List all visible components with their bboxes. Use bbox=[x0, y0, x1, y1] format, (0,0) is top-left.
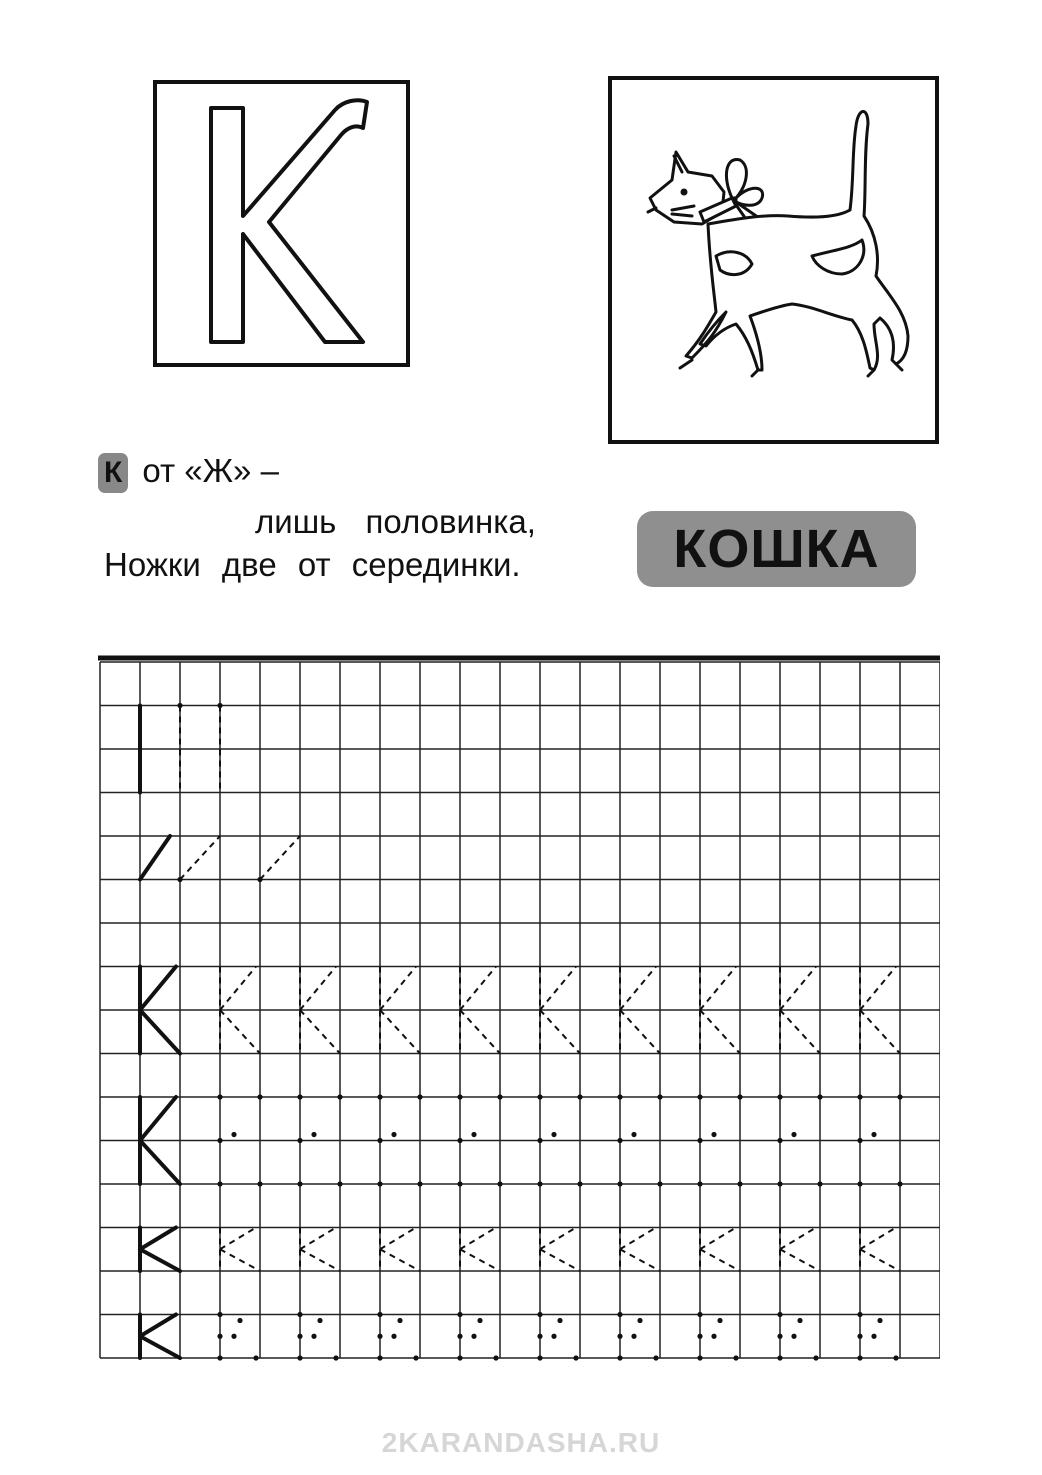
trace-dot bbox=[857, 1312, 862, 1317]
dashed-letter-k-arm bbox=[860, 967, 896, 1011]
trace-dot bbox=[777, 1094, 782, 1099]
trace-dot bbox=[457, 1181, 462, 1186]
trace-dot bbox=[231, 1334, 236, 1339]
trace-dot bbox=[617, 1312, 622, 1317]
trace-dot bbox=[397, 1318, 402, 1323]
trace-dot bbox=[857, 1138, 862, 1143]
trace-dot bbox=[777, 1312, 782, 1317]
trace-dot bbox=[391, 1132, 396, 1137]
trace-dot bbox=[617, 1334, 622, 1339]
trace-dot bbox=[893, 1355, 898, 1360]
trace-dot bbox=[537, 1355, 542, 1360]
trace-dot bbox=[377, 1181, 382, 1186]
dashed-letter-k-arm bbox=[780, 967, 816, 1011]
trace-dot bbox=[573, 1355, 578, 1360]
cat-with-bow-icon bbox=[612, 80, 935, 440]
trace-dot bbox=[471, 1132, 476, 1137]
trace-dot bbox=[377, 1094, 382, 1099]
sample-letter-k-leg bbox=[140, 1141, 180, 1185]
trace-dot bbox=[297, 1355, 302, 1360]
trace-dot bbox=[733, 1355, 738, 1360]
trace-dot bbox=[617, 1355, 622, 1360]
dashed-small-letter-k-arm bbox=[460, 1228, 496, 1250]
trace-dot bbox=[657, 1094, 662, 1099]
trace-dot bbox=[577, 1181, 582, 1186]
trace-dot bbox=[297, 1094, 302, 1099]
sample-small-letter-k-arm bbox=[140, 1315, 176, 1337]
dashed-letter-k-leg bbox=[380, 1010, 420, 1054]
dashed-letter-k-leg bbox=[220, 1010, 260, 1054]
trace-dot bbox=[497, 1094, 502, 1099]
trace-dot bbox=[551, 1132, 556, 1137]
trace-dot bbox=[777, 1181, 782, 1186]
trace-dot bbox=[697, 1334, 702, 1339]
sample-small-letter-k-leg bbox=[140, 1336, 180, 1358]
sample-small-letter-k-arm bbox=[140, 1228, 176, 1250]
poem-line-1-text: от «Ж» – bbox=[142, 452, 279, 489]
trace-dot bbox=[477, 1318, 482, 1323]
dashed-small-letter-k-arm bbox=[860, 1228, 896, 1250]
trace-dot bbox=[297, 1138, 302, 1143]
trace-dot bbox=[297, 1312, 302, 1317]
dashed-small-letter-k-arm bbox=[300, 1228, 336, 1250]
trace-dot bbox=[697, 1094, 702, 1099]
trace-dot bbox=[217, 1181, 222, 1186]
watermark: 2KARANDASHA.RU bbox=[381, 1427, 661, 1458]
trace-dot bbox=[537, 1181, 542, 1186]
dashed-letter-k-leg bbox=[460, 1010, 500, 1054]
trace-dot bbox=[777, 1334, 782, 1339]
trace-dot bbox=[877, 1318, 882, 1323]
trace-dot bbox=[537, 1094, 542, 1099]
trace-dot bbox=[377, 1312, 382, 1317]
dashed-letter-k-arm bbox=[300, 967, 336, 1011]
trace-dot bbox=[333, 1355, 338, 1360]
trace-dot bbox=[413, 1355, 418, 1360]
dashed-letter-k-leg bbox=[300, 1010, 340, 1054]
trace-dot bbox=[711, 1132, 716, 1137]
trace-dot bbox=[631, 1132, 636, 1137]
dashed-letter-k-leg bbox=[540, 1010, 580, 1054]
trace-dot bbox=[813, 1355, 818, 1360]
trace-dot bbox=[791, 1132, 796, 1137]
letter-card bbox=[153, 80, 410, 367]
trace-dot bbox=[697, 1138, 702, 1143]
trace-dot bbox=[253, 1355, 258, 1360]
trace-dot bbox=[457, 1355, 462, 1360]
trace-dot bbox=[457, 1334, 462, 1339]
handwriting-practice-grid bbox=[98, 655, 940, 1415]
trace-dot bbox=[577, 1094, 582, 1099]
dashed-slanted-stroke bbox=[260, 836, 300, 880]
dashed-small-letter-k-leg bbox=[540, 1249, 580, 1271]
trace-dot bbox=[697, 1355, 702, 1360]
dashed-letter-k-leg bbox=[860, 1010, 900, 1054]
poem-line: Ножки две от серединки. bbox=[104, 546, 521, 583]
dashed-small-letter-k-leg bbox=[300, 1249, 340, 1271]
dashed-small-letter-k-leg bbox=[780, 1249, 820, 1271]
trace-dot bbox=[857, 1334, 862, 1339]
dashed-letter-k-arm bbox=[220, 967, 256, 1011]
trace-dot bbox=[317, 1318, 322, 1323]
trace-dot bbox=[337, 1181, 342, 1186]
trace-dot bbox=[711, 1334, 716, 1339]
trace-dot bbox=[857, 1181, 862, 1186]
trace-dot bbox=[297, 1334, 302, 1339]
trace-dot bbox=[377, 1355, 382, 1360]
trace-dot bbox=[857, 1094, 862, 1099]
sample-letter-k-arm bbox=[140, 967, 176, 1011]
sample-slanted-stroke bbox=[140, 836, 170, 880]
dashed-small-letter-k-leg bbox=[620, 1249, 660, 1271]
trace-dot bbox=[217, 1334, 222, 1339]
sample-small-letter-k-leg bbox=[140, 1249, 180, 1271]
trace-dot bbox=[857, 1355, 862, 1360]
dashed-small-letter-k-arm bbox=[780, 1228, 816, 1250]
trace-dot bbox=[297, 1181, 302, 1186]
trace-dot bbox=[377, 1138, 382, 1143]
trace-dot bbox=[897, 1181, 902, 1186]
trace-dot bbox=[697, 1312, 702, 1317]
trace-dot bbox=[217, 1355, 222, 1360]
sample-letter-k-leg bbox=[140, 1010, 180, 1054]
trace-dot bbox=[617, 1138, 622, 1143]
dashed-letter-k-arm bbox=[540, 967, 576, 1011]
trace-dot bbox=[537, 1138, 542, 1143]
dashed-small-letter-k-arm bbox=[700, 1228, 736, 1250]
trace-dot bbox=[497, 1181, 502, 1186]
dashed-letter-k-leg bbox=[700, 1010, 740, 1054]
sample-letter-k-arm bbox=[140, 1097, 176, 1141]
dashed-small-letter-k-arm bbox=[220, 1228, 256, 1250]
trace-dot bbox=[617, 1094, 622, 1099]
trace-dot bbox=[337, 1094, 342, 1099]
trace-dot bbox=[717, 1318, 722, 1323]
trace-dot bbox=[797, 1318, 802, 1323]
trace-dot bbox=[471, 1334, 476, 1339]
dashed-small-letter-k-leg bbox=[700, 1249, 740, 1271]
poem-line bbox=[98, 452, 279, 493]
picture-card bbox=[608, 76, 939, 444]
trace-dot bbox=[457, 1312, 462, 1317]
dashed-letter-k-arm bbox=[460, 967, 496, 1011]
trace-dot bbox=[417, 1094, 422, 1099]
word-label: КОШКА bbox=[637, 511, 916, 587]
trace-dot bbox=[537, 1334, 542, 1339]
trace-dot bbox=[817, 1181, 822, 1186]
trace-dot bbox=[457, 1094, 462, 1099]
trace-dot bbox=[377, 1334, 382, 1339]
dashed-letter-k-arm bbox=[700, 967, 736, 1011]
poem-line: лишь половинка, bbox=[255, 503, 536, 540]
trace-dot bbox=[311, 1132, 316, 1137]
poem-letter-badge: К bbox=[98, 453, 128, 493]
trace-dot bbox=[897, 1094, 902, 1099]
trace-dot bbox=[871, 1132, 876, 1137]
dashed-slanted-stroke bbox=[180, 836, 220, 880]
trace-dot bbox=[871, 1334, 876, 1339]
trace-dot bbox=[551, 1334, 556, 1339]
trace-dot bbox=[697, 1181, 702, 1186]
trace-dot bbox=[257, 1094, 262, 1099]
trace-dot bbox=[391, 1334, 396, 1339]
dashed-small-letter-k-arm bbox=[620, 1228, 656, 1250]
trace-dot bbox=[637, 1318, 642, 1323]
dashed-small-letter-k-leg bbox=[380, 1249, 420, 1271]
dashed-letter-k-leg bbox=[620, 1010, 660, 1054]
trace-dot bbox=[217, 1094, 222, 1099]
dashed-letter-k-arm bbox=[380, 967, 416, 1011]
dashed-small-letter-k-arm bbox=[540, 1228, 576, 1250]
trace-dot bbox=[777, 1138, 782, 1143]
trace-dot bbox=[791, 1334, 796, 1339]
dashed-small-letter-k-leg bbox=[220, 1249, 260, 1271]
trace-dot bbox=[653, 1355, 658, 1360]
outline-letter-k-icon bbox=[157, 84, 406, 363]
trace-dot bbox=[417, 1181, 422, 1186]
trace-dot bbox=[493, 1355, 498, 1360]
trace-dot bbox=[737, 1094, 742, 1099]
trace-dot bbox=[257, 1181, 262, 1186]
trace-dot bbox=[537, 1312, 542, 1317]
dashed-letter-k-arm bbox=[620, 967, 656, 1011]
trace-dot bbox=[557, 1318, 562, 1323]
trace-dot bbox=[231, 1132, 236, 1137]
dashed-letter-k-leg bbox=[780, 1010, 820, 1054]
trace-dot bbox=[457, 1138, 462, 1143]
trace-dot bbox=[777, 1355, 782, 1360]
dashed-small-letter-k-arm bbox=[380, 1228, 416, 1250]
trace-dot bbox=[311, 1334, 316, 1339]
trace-dot bbox=[217, 1138, 222, 1143]
trace-dot bbox=[617, 1181, 622, 1186]
trace-dot bbox=[817, 1094, 822, 1099]
trace-dot bbox=[631, 1334, 636, 1339]
trace-dot bbox=[237, 1318, 242, 1323]
trace-dot bbox=[217, 1312, 222, 1317]
trace-dot bbox=[737, 1181, 742, 1186]
dashed-small-letter-k-leg bbox=[860, 1249, 900, 1271]
dashed-small-letter-k-leg bbox=[460, 1249, 500, 1271]
trace-dot bbox=[657, 1181, 662, 1186]
